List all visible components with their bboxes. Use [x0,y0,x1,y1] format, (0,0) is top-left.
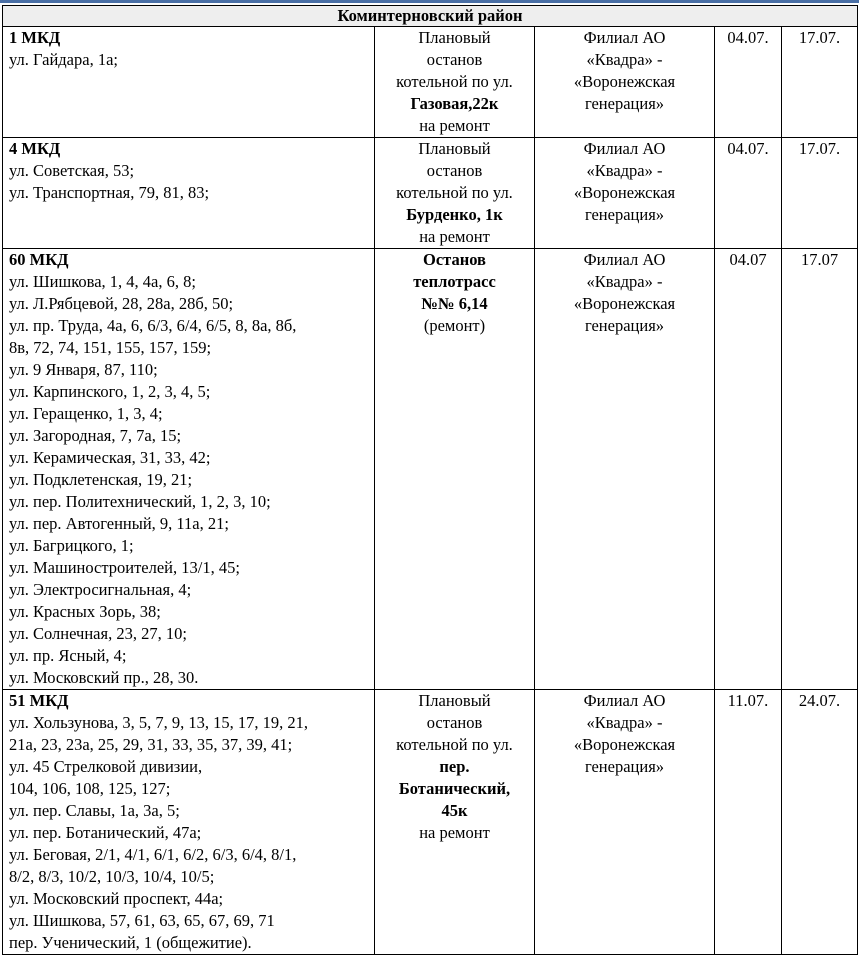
address-cell [3,138,375,249]
reason-line: котельной по ул. [396,72,513,91]
reason-line: Плановый [418,28,491,47]
address-line: ул. Багрицкого, 1; [9,536,134,555]
table-row [3,690,858,955]
address-line: 8/2, 8/3, 10/2, 10/3, 10/4, 10/5; [9,867,215,886]
address-line: ул. пр. Труда, 4а, 6, 6/3, 6/4, 6/5, 8, 8а, 8б, [9,316,297,335]
reason-line: останов [426,50,483,69]
start-date: 04.07. [715,138,782,249]
building-count: 51 МКД [9,691,69,710]
address-line: ул. Солнечная, 23, 27, 10; [9,624,187,643]
reason-line: на ремонт [419,823,490,842]
reason-cell [375,27,535,138]
org-line: «Квадра» - [586,713,663,732]
reason-object: 45к [441,801,468,820]
org-line: «Квадра» - [586,50,663,69]
reason-line: останов [426,161,483,180]
address-line: ул. Карпинского, 1, 2, 3, 4, 5; [9,382,211,401]
end-date: 17.07. [782,138,858,249]
district-header-row [3,6,858,27]
org-line: «Воронежская [573,735,676,754]
reason-object: Газовая,22к [410,94,499,113]
building-count: 4 МКД [9,139,61,158]
address-line: ул. Машиностроителей, 13/1, 45; [9,558,240,577]
address-line: ул. 9 Января, 87, 110; [9,360,158,379]
reason-line: Плановый [418,139,491,158]
address-line: пер. Ученический, 1 (общежитие). [9,933,252,952]
start-date: 04.07 [715,249,782,690]
address-line: ул. 45 Стрелковой дивизии, [9,757,203,776]
address-line: ул. пер. Политехнический, 1, 2, 3, 10; [9,492,271,511]
reason-line: на ремонт [419,227,490,246]
address-line: 104, 106, 108, 125, 127; [9,779,171,798]
org-line: Филиал АО [583,691,666,710]
address-line: 21а, 23, 23а, 25, 29, 31, 33, 35, 37, 39, 41; [9,735,293,754]
org-line: генерация» [584,94,665,113]
address-line: ул. Керамическая, 31, 33, 42; [9,448,211,467]
reason-cell [375,138,535,249]
org-line: генерация» [584,316,665,335]
reason-line: (ремонт) [423,316,486,335]
org-line: Филиал АО [583,250,666,269]
end-date: 24.07. [782,690,858,955]
organization-cell [535,690,715,955]
reason-cell [375,690,535,955]
reason-line: останов [426,713,483,732]
address-cell [3,690,375,955]
address-line: ул. Московский проспект, 44а; [9,889,224,908]
address-line: ул. Беговая, 2/1, 4/1, 6/1, 6/2, 6/3, 6/4, 8/1, [9,845,297,864]
org-line: Филиал АО [583,139,666,158]
building-count: 1 МКД [9,28,61,47]
org-line: Филиал АО [583,28,666,47]
address-line: ул. Л.Рябцевой, 28, 28а, 28б, 50; [9,294,234,313]
address-line: ул. Шишкова, 1, 4, 4а, 6, 8; [9,272,196,291]
address-line: ул. Транспортная, 79, 81, 83; [9,183,210,202]
address-cell [3,27,375,138]
reason-line: Плановый [418,691,491,710]
building-count: 60 МКД [9,250,69,269]
reason-object: теплотрасс [413,272,496,291]
reason-line: котельной по ул. [396,183,513,202]
address-line: ул. Советская, 53; [9,161,135,180]
reason-line: котельной по ул. [396,735,513,754]
address-line: ул. Шишкова, 57, 61, 63, 65, 67, 69, 71 [9,911,275,930]
organization-cell [535,27,715,138]
reason-cell [375,249,535,690]
address-line: ул. пер. Ботанический, 47а; [9,823,202,842]
table-row [3,27,858,138]
org-line: «Воронежская [573,72,676,91]
end-date: 17.07. [782,27,858,138]
address-line: ул. Гайдара, 1а; [9,50,118,69]
organization-cell [535,249,715,690]
reason-object: пер. [439,757,470,776]
organization-cell [535,138,715,249]
address-line: ул. Московский пр., 28, 30. [9,668,199,687]
org-line: «Квадра» - [586,161,663,180]
org-line: «Воронежская [573,294,676,313]
org-line: «Квадра» - [586,272,663,291]
address-line: ул. Геращенко, 1, 3, 4; [9,404,163,423]
address-line: 8в, 72, 74, 151, 155, 157, 159; [9,338,212,357]
address-line: ул. пер. Славы, 1а, 3а, 5; [9,801,180,820]
org-line: генерация» [584,205,665,224]
end-date: 17.07 [782,249,858,690]
address-line: ул. Красных Зорь, 38; [9,602,161,621]
top-border [0,0,859,3]
address-line: ул. Хользунова, 3, 5, 7, 9, 13, 15, 17, 19, 21, [9,713,308,732]
table-row [3,138,858,249]
reason-object: №№ 6,14 [421,294,488,313]
org-line: генерация» [584,757,665,776]
org-line: «Воронежская [573,183,676,202]
address-cell [3,249,375,690]
reason-object: Бурденко, 1к [406,205,503,224]
table-row [3,249,858,690]
address-line: ул. Электросигнальная, 4; [9,580,192,599]
reason-object: Останов [423,250,486,269]
start-date: 04.07. [715,27,782,138]
reason-line: на ремонт [419,116,490,135]
reason-object: Ботанический, [398,779,511,798]
district-title: Коминтерновский район [3,6,858,27]
outage-schedule-table [2,5,858,955]
address-line: ул. пр. Ясный, 4; [9,646,127,665]
address-line: ул. пер. Автогенный, 9, 11а, 21; [9,514,229,533]
address-line: ул. Загородная, 7, 7а, 15; [9,426,182,445]
address-line: ул. Подклетенская, 19, 21; [9,470,193,489]
start-date: 11.07. [715,690,782,955]
